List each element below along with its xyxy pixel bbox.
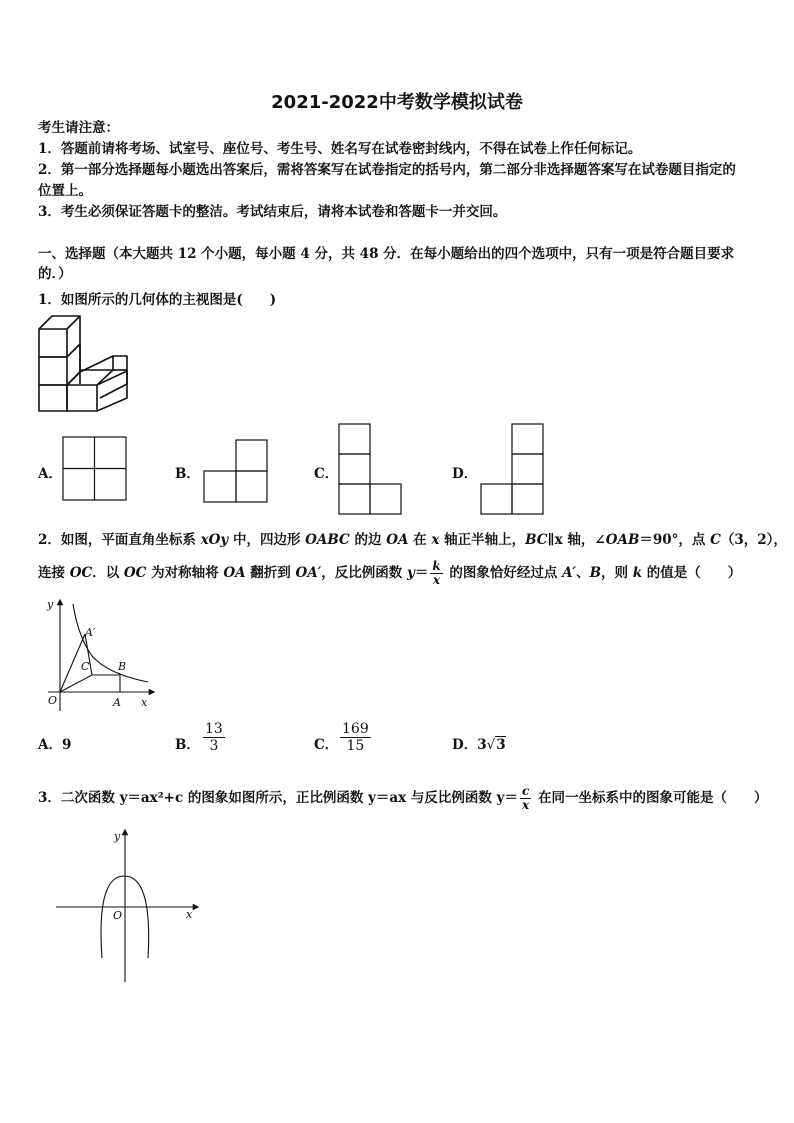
q2-label-C: C — [81, 660, 90, 673]
q1-option-b-figure[interactable] — [203, 439, 269, 503]
front-cube-top — [39, 329, 67, 357]
q2-option-c[interactable]: C． — [314, 737, 339, 753]
q3-label-x: x — [186, 908, 193, 921]
front-cube-bottom-left — [39, 385, 67, 411]
q2-label-A: A — [113, 696, 121, 709]
q1-stem: 1．如图所示的几何体的主视图是( ) — [38, 292, 277, 308]
q2-stem-line1: 2．如图，平面直角坐标系 xOy 中，四边形 OABC 的边 OA 在 x 轴正半轴上，BC∥x 轴，∠OAB＝90°，点 C（3，2）， — [38, 532, 787, 548]
notice-item-2-cont: 位置上。 — [38, 183, 92, 199]
q2-stem-line2: 连接 OC．以 OC 为对称轴将 OA 翻折到 OA′，反比例函数 y＝ $\frac{k}{x}$ 的图象恰好经过点 A′、B，则 k 的值是（ ） — [38, 559, 742, 587]
q3-parabola-figure — [52, 828, 202, 984]
q1-option-d-label[interactable]: D． — [452, 466, 478, 482]
q2-label-x: x — [141, 696, 148, 709]
front-cube-bottom-right — [67, 385, 97, 411]
q2-option-d[interactable]: D．3√3 — [452, 737, 506, 753]
q2-coordinate-figure — [40, 596, 160, 714]
q2-label-y: y — [47, 598, 54, 611]
section1-heading-cont: 的．） — [38, 266, 72, 282]
q3-fraction-c-over-x: $\frac{c}{x}$ — [521, 784, 530, 812]
front-cube-mid — [39, 357, 67, 385]
notice-heading: 考生请注意： — [38, 120, 119, 136]
q2-fraction-k-over-x: $\frac{k}{x}$ — [432, 559, 441, 587]
q1-option-c-label[interactable]: C． — [314, 466, 339, 482]
notice-item-2: 2．第一部分选择题每小题选出答案后，需将答案写在试卷指定的括号内，第二部分非选择题答案写在试卷题目指定的 — [38, 162, 736, 178]
q1-solid-figure — [36, 312, 132, 414]
q1-option-a-label[interactable]: A． — [38, 466, 62, 482]
notice-item-1: 1．答题前请将考场、试室号、座位号、考生号、姓名写在试卷密封线内，不得在试卷上作任何标记。 — [38, 141, 642, 157]
q1-option-c-figure[interactable] — [338, 423, 404, 515]
q1-option-d-figure[interactable] — [480, 423, 546, 515]
q3-label-O: O — [113, 909, 123, 922]
q1-option-a-figure[interactable] — [62, 436, 128, 502]
q3-label-y: y — [114, 830, 121, 843]
q1-option-b-label[interactable]: B． — [175, 466, 200, 482]
page-title: 2021-2022中考数学模拟试卷 — [271, 92, 523, 113]
notice-item-3: 3．考生必须保证答题卡的整洁。考试结束后，请将本试卷和答题卡一并交回。 — [38, 204, 507, 220]
q2-option-c-fraction: $\frac{169}{15}$ — [342, 721, 369, 754]
q2-option-a[interactable]: A．9 — [38, 737, 72, 753]
q3-stem: 3．二次函数 y＝ax²+c 的图象如图所示，正比例函数 y＝ax 与反比例函数 y＝ $\frac{c}{x}$ 在同一坐标系中的图象可能是（ ） — [38, 784, 768, 812]
q2-label-B: B — [118, 660, 127, 673]
q2-label-Ap: A′ — [85, 626, 96, 639]
q2-option-b[interactable]: B． — [175, 737, 200, 753]
q2-quadrilateral — [60, 675, 120, 692]
section1-heading: 一、选择题（本大题共 12 个小题，每小题 4 分，共 48 分．在每小题给出的四个选项中，只有一项是符合题目要求 — [38, 246, 735, 262]
q2-label-O: O — [48, 694, 58, 707]
q2-option-b-fraction: $\frac{13}{3}$ — [205, 721, 223, 754]
